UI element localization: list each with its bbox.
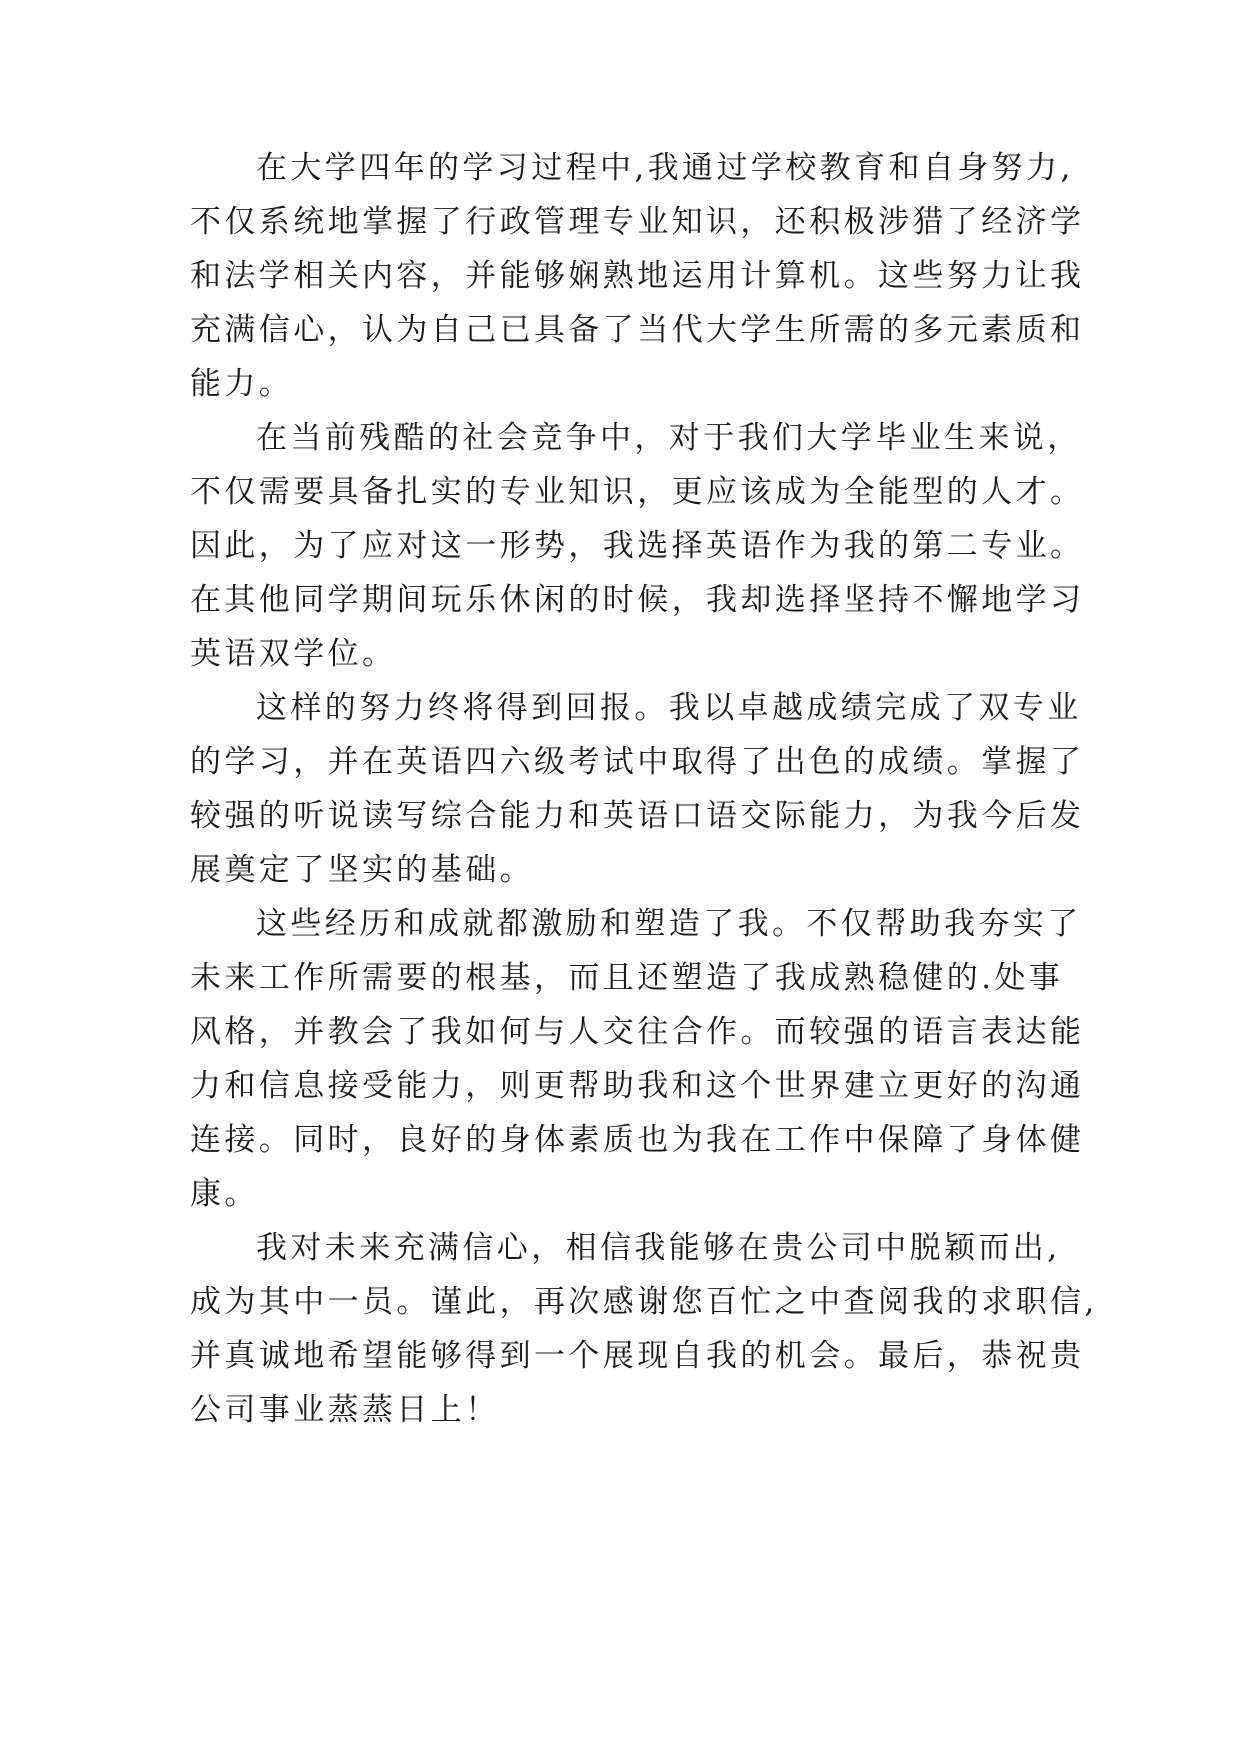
text-line: 风格，并教会了我如何与人交往合作。而较强的语言表达能 [190,1014,1085,1050]
text-line: 公司事业蒸蒸日上！ [190,1392,500,1428]
text-line: 在其他同学期间玩乐休闲的时候，我却选择坚持不懈地学习 [190,582,1085,618]
text-line: 不仅需要具备扎实的专业知识，更应该成为全能型的人才。 [190,474,1085,510]
text-line: 因此，为了应对这一形势，我选择英语作为我的第二专业。 [190,528,1085,564]
text-line: 未来工作所需要的根基，而且还塑造了我成熟稳健的.处事 [190,960,1064,996]
text-line: 成为其中一员。谨此，再次感谢您百忙之中查阅我的求职信, [190,1284,1098,1320]
text-line: 较强的听说读写综合能力和英语口语交际能力，为我今后发 [190,798,1085,834]
text-line: 力和信息接受能力，则更帮助我和这个世界建立更好的沟通 [190,1068,1085,1104]
text-line: 英语双学位。 [190,636,397,672]
text-line: 能力。 [190,366,294,402]
text-line: 我对未来充满信心，相信我能够在贵公司中脱颖而出, [256,1230,1061,1266]
text-line: 展奠定了坚实的基础。 [190,852,534,888]
text-line: 并真诚地希望能够得到一个展现自我的机会。最后，恭祝贵 [190,1338,1085,1374]
text-line: 在大学四年的学习过程中,我通过学校教育和自身努力, [256,150,1074,186]
text-line: 充满信心，认为自己已具备了当代大学生所需的多元素质和 [190,312,1085,348]
text-line: 这些经历和成就都激励和塑造了我。不仅帮助我夯实了 [256,906,1082,942]
text-line: 在当前残酷的社会竞争中，对于我们大学毕业生来说， [256,420,1082,456]
text-line: 康。 [190,1176,259,1212]
text-line: 的学习，并在英语四六级考试中取得了出色的成绩。掌握了 [190,744,1085,780]
text-line: 和法学相关内容，并能够娴熟地运用计算机。这些努力让我 [190,258,1085,294]
text-line: 不仅系统地掌握了行政管理专业知识，还积极涉猎了经济学 [190,204,1085,240]
text-line: 这样的努力终将得到回报。我以卓越成绩完成了双专业 [256,690,1082,726]
text-line: 连接。同时，良好的身体素质也为我在工作中保障了身体健 [190,1122,1085,1158]
